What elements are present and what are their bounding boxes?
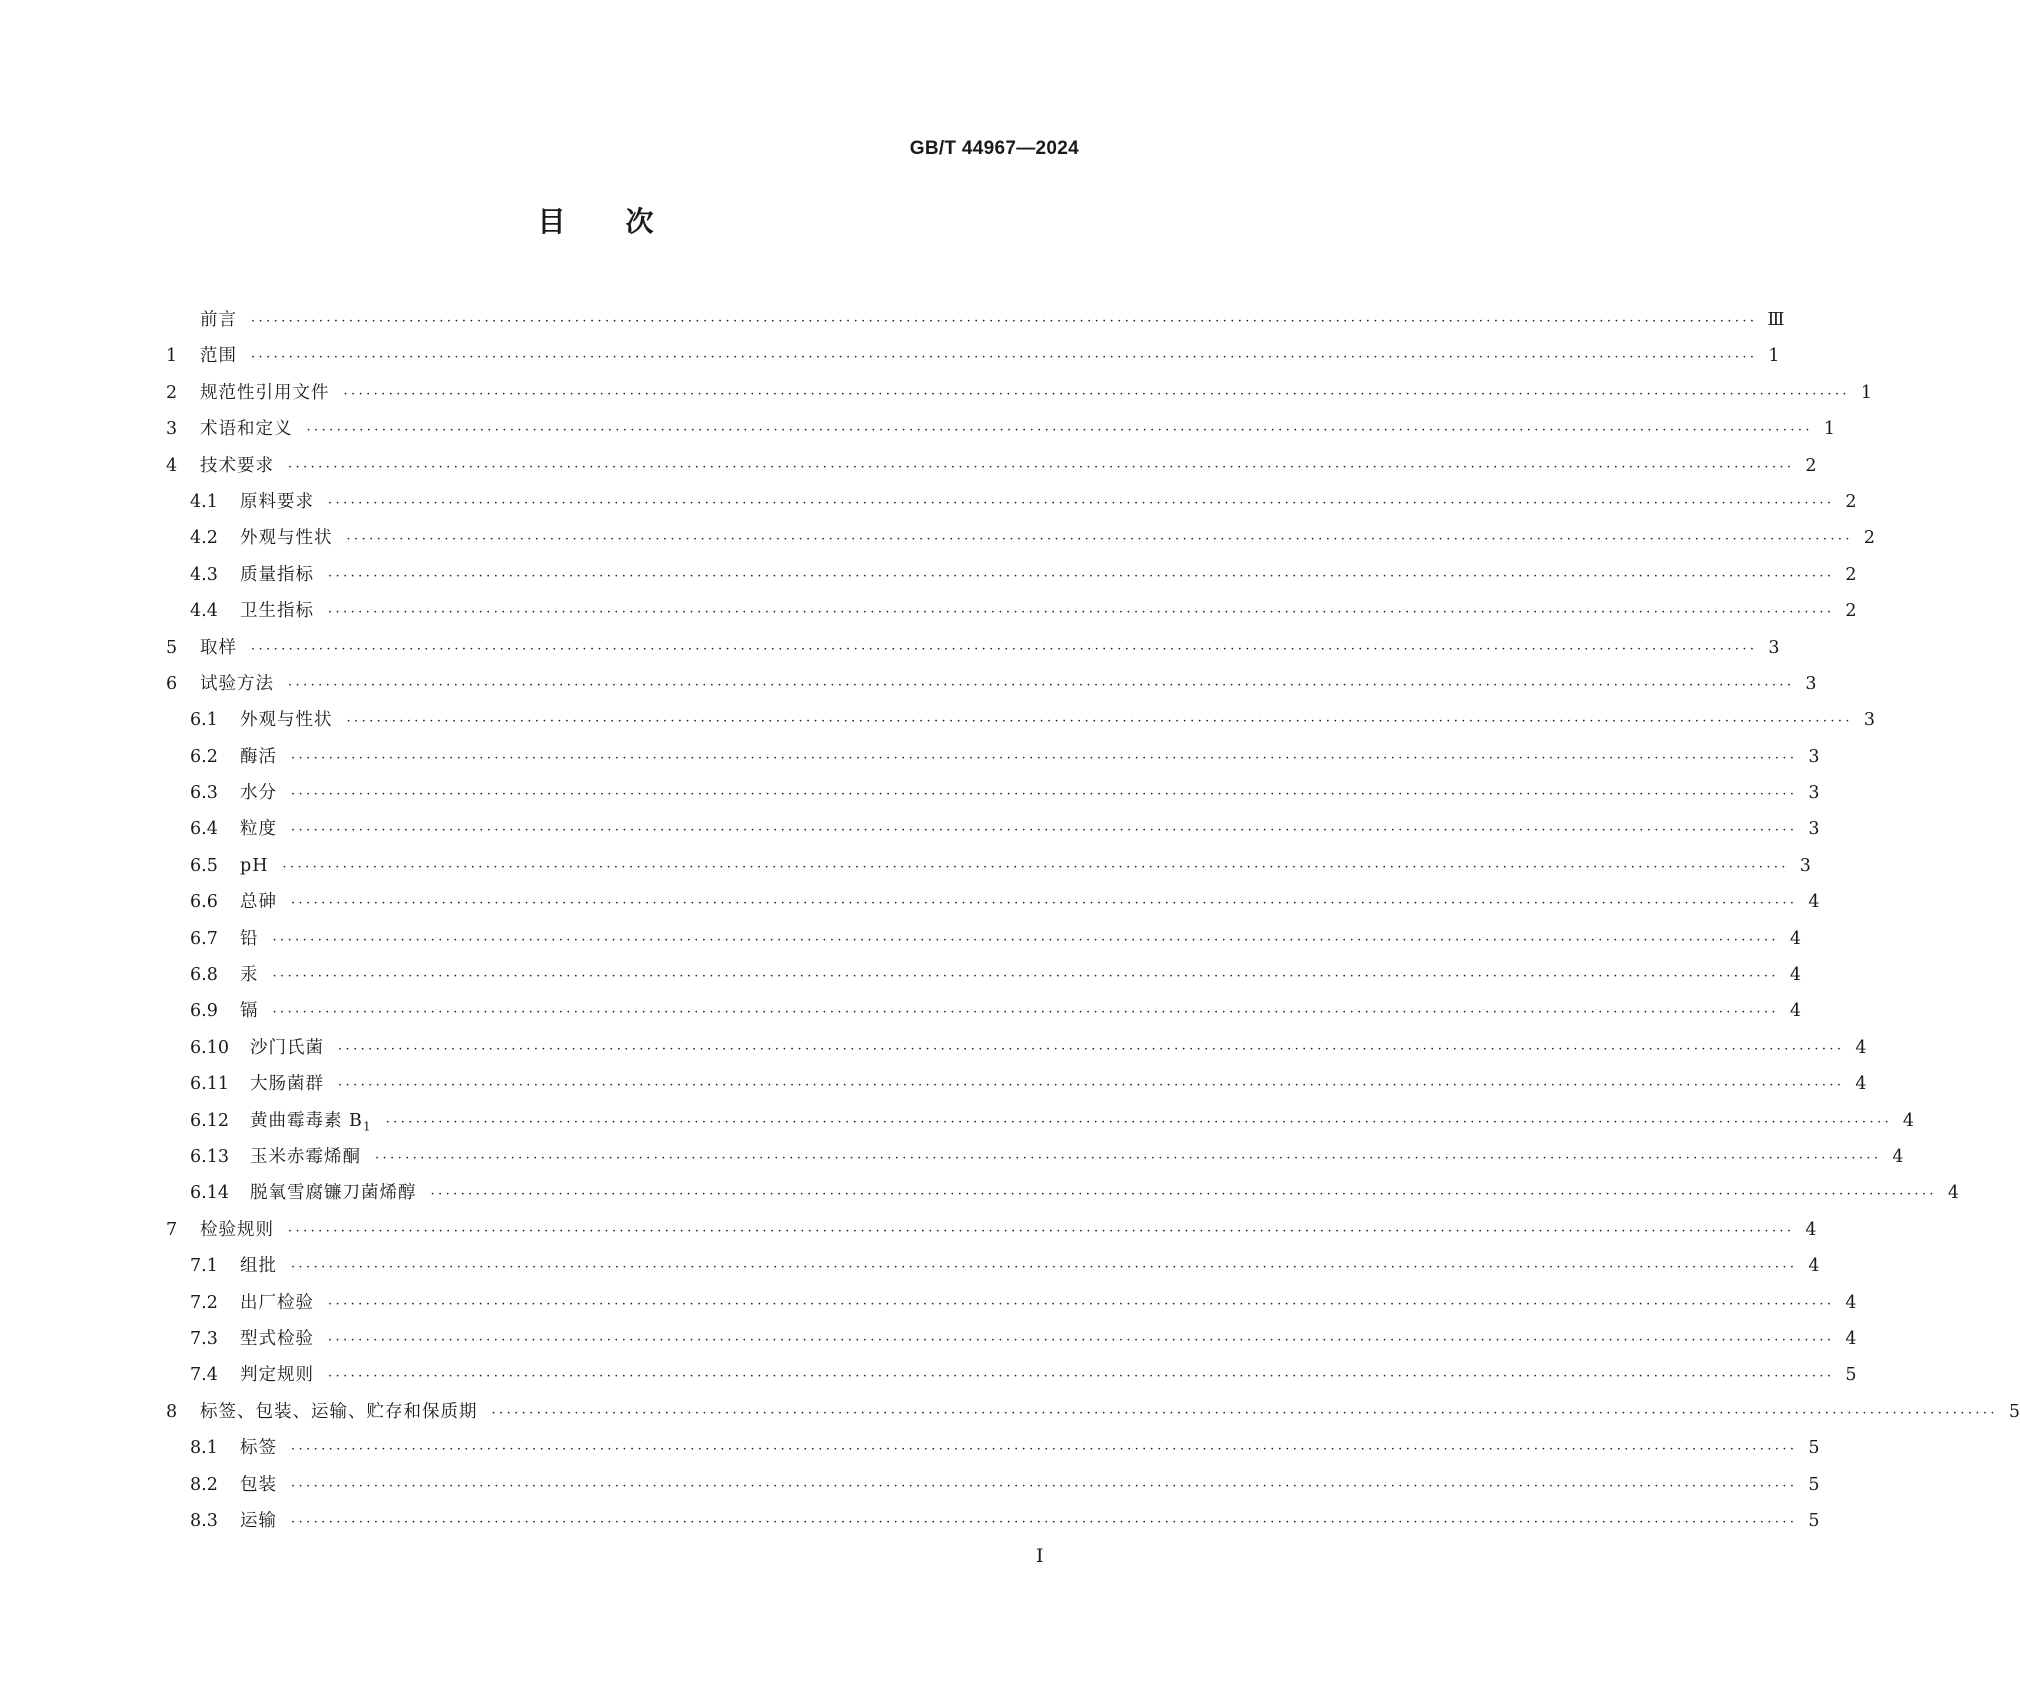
toc-entry-label-text: 运输 [240, 1510, 277, 1531]
toc-entry-label-text: 取样 [200, 637, 237, 658]
toc-entry[interactable] [166, 702, 1875, 738]
toc-entry-label-text: 脱氧雪腐镰刀菌烯醇 [250, 1183, 417, 1204]
toc-entry-label-text: 组批 [240, 1256, 277, 1277]
toc-entry[interactable] [166, 957, 1801, 993]
toc-entry-number: 6.14 [190, 1183, 229, 1204]
toc-entry-page: 3 [1768, 637, 1780, 658]
toc-entry-label [240, 1285, 314, 1321]
toc-entry[interactable] [166, 1430, 1820, 1466]
toc-entry-label [250, 1139, 361, 1175]
toc-entry-page: 4 [1892, 1146, 1904, 1167]
toc-entry-label-text: 卫生指标 [240, 601, 314, 622]
toc-entry[interactable] [166, 1357, 1857, 1393]
toc-dot-leader: ········································································································································································································ [272, 1005, 1779, 1021]
toc-entry[interactable] [166, 1503, 1820, 1539]
toc-entry-label [200, 1212, 274, 1248]
toc-entry-page: 5 [1808, 1510, 1820, 1531]
toc-entry-number: 2 [166, 382, 178, 403]
toc-entry[interactable] [166, 1066, 1867, 1102]
toc-entry-number: 6.7 [190, 928, 218, 949]
toc-entry-label [240, 957, 259, 993]
toc-entry-number: 6.12 [190, 1110, 229, 1131]
toc-entry-page: 1 [1823, 419, 1835, 440]
toc-entry-page: 4 [1789, 928, 1801, 949]
toc-entry-number: 4.4 [190, 601, 218, 622]
toc-entry-label [240, 702, 333, 738]
toc-dot-leader: ········································································································································································································ [338, 1041, 1845, 1057]
toc-entry-page: Ⅲ [1767, 310, 1785, 330]
toc-entry-number: 6.9 [190, 1001, 218, 1022]
toc-entry-number: 8 [166, 1401, 178, 1422]
toc-entry-number: 4.2 [190, 528, 218, 549]
toc-entry-page: 4 [1855, 1074, 1867, 1095]
toc-entry[interactable] [166, 1103, 1915, 1139]
toc-entry-label [240, 1503, 277, 1539]
toc-dot-leader: ········································································································································································································ [385, 1114, 1893, 1130]
toc-entry-number: 6.2 [190, 746, 218, 767]
toc-entry-number: 6.11 [190, 1074, 229, 1095]
toc-entry-page: 4 [1845, 1328, 1857, 1349]
toc-entry-page: 4 [1789, 1001, 1801, 1022]
toc-dot-leader: ········································································································································································································ [328, 1332, 1835, 1348]
toc-entry-label [250, 1066, 324, 1102]
toc-entry-label-text: 规范性引用文件 [200, 382, 330, 403]
toc-entry-label-text: 范围 [200, 346, 237, 367]
toc-entry-label-text: 判定规则 [240, 1365, 314, 1386]
toc-entry-label [250, 1030, 324, 1066]
toc-dot-leader: ········································································································································································································ [288, 1223, 1795, 1239]
toc-dot-leader: ········································································································································································································ [328, 495, 1835, 511]
toc-entry-label-text: 型式检验 [240, 1328, 314, 1349]
toc-entry-label-text: 大肠菌群 [250, 1074, 324, 1095]
toc-entry-label-subscript: 1 [362, 1119, 372, 1134]
toc-entry-page: 4 [1805, 1219, 1817, 1240]
toc-entry-label-text: 术语和定义 [200, 419, 293, 440]
toc-entry-page: 4 [1902, 1110, 1915, 1131]
toc-entry-label [240, 993, 259, 1029]
toc-entry-number: 4.1 [190, 491, 218, 512]
toc-entry-label-text: 原料要求 [240, 491, 314, 512]
toc-dot-leader: ········································································································································································································ [282, 859, 1789, 875]
toc-entry-page: 4 [1855, 1037, 1867, 1058]
toc-dot-leader: ········································································································································································································ [291, 787, 1798, 803]
toc-entry-label [240, 1430, 277, 1466]
toc-dot-leader: ········································································································································································································ [375, 1150, 1882, 1166]
toc-entry-label-text: 质量指标 [240, 564, 314, 585]
toc-entry-label-text: 标签、包装、运输、贮存和保质期 [200, 1401, 478, 1422]
toc-dot-leader: ········································································································································································································ [346, 532, 1853, 548]
page-number: I [1036, 1545, 1044, 1567]
toc-entry-label [250, 1175, 417, 1211]
toc-entry-label-text: 前言 [200, 310, 237, 330]
toc-entry[interactable] [166, 666, 1817, 702]
toc-entry[interactable] [166, 1212, 1817, 1248]
toc-entry-page: 1 [1860, 382, 1872, 403]
toc-entry-label [200, 338, 237, 374]
toc-entry-number: 6 [166, 673, 178, 694]
toc-entry-label [240, 884, 277, 920]
toc-entry-number: 8.2 [190, 1474, 218, 1495]
toc-entry-label [240, 557, 314, 593]
toc-dot-leader: ········································································································································································································ [306, 423, 1813, 439]
toc-entry-number: 1 [166, 346, 178, 367]
toc-entry-page: 3 [1808, 819, 1820, 840]
toc-entry-label-text: 酶活 [240, 746, 277, 767]
toc-entry-label [240, 921, 259, 957]
toc-entry-label [200, 1394, 478, 1430]
toc-entry-label [240, 1467, 277, 1503]
toc-entry[interactable] [166, 338, 1780, 374]
toc-entry-label [240, 739, 277, 775]
toc-entry-page: 4 [1845, 1292, 1857, 1313]
toc-entry[interactable] [166, 484, 1857, 520]
toc-entry-label [240, 593, 314, 629]
toc-dot-leader: ········································································································································································································ [291, 896, 1798, 912]
toc-entry[interactable] [166, 593, 1857, 629]
toc-entry-number: 6.10 [190, 1037, 229, 1058]
toc-entry-number: 6.4 [190, 819, 218, 840]
page-title: 目次 [537, 205, 714, 238]
toc-entry[interactable] [166, 1175, 1959, 1211]
toc-entry-page: 5 [1808, 1474, 1820, 1495]
toc-entry-label [200, 630, 237, 666]
toc-entry-label-text: 沙门氏菌 [250, 1037, 324, 1058]
toc-entry-label [200, 302, 237, 338]
toc-entry-page: 4 [1808, 1256, 1820, 1277]
toc-entry-label-text: pH [240, 855, 269, 876]
toc-entry[interactable] [166, 1139, 1904, 1175]
toc-entry-label [240, 1357, 314, 1393]
toc-entry-number: 7.3 [190, 1328, 218, 1349]
toc-dot-leader: ········································································································································································································ [288, 677, 1795, 693]
table-of-contents [166, 302, 2020, 1539]
toc-entry-label-text: 试验方法 [200, 673, 274, 694]
toc-entry[interactable] [166, 1394, 2020, 1430]
toc-entry-label-text: 技术要求 [200, 455, 274, 476]
toc-entry-page: 5 [2008, 1401, 2020, 1422]
toc-entry-page: 5 [1808, 1438, 1820, 1459]
toc-entry-label [240, 1248, 277, 1284]
standard-number: GB/T 44967—2024 [909, 138, 1079, 159]
toc-entry[interactable] [166, 411, 1835, 447]
toc-entry[interactable] [166, 302, 1785, 338]
toc-dot-leader: ········································································································································································································ [491, 1405, 1998, 1421]
toc-entry-page: 5 [1845, 1365, 1857, 1386]
toc-entry-label-text: 包装 [240, 1474, 277, 1495]
toc-dot-leader: ········································································································································································································ [272, 932, 1779, 948]
toc-dot-leader: ········································································································································································································ [291, 823, 1798, 839]
toc-entry-label [240, 775, 277, 811]
toc-dot-leader: ········································································································································································································ [291, 1260, 1798, 1276]
toc-entry[interactable] [166, 775, 1820, 811]
toc-entry-number: 3 [166, 419, 178, 440]
toc-entry-number: 5 [166, 637, 178, 658]
toc-entry-label [240, 811, 277, 847]
toc-entry-page: 2 [1845, 564, 1857, 585]
toc-entry-number: 6.1 [190, 710, 218, 731]
toc-entry-number: 4 [166, 455, 178, 476]
toc-dot-leader: ········································································································································································································ [251, 350, 1758, 366]
toc-entry-label [240, 484, 314, 520]
toc-dot-leader: ········································································································································································································ [328, 568, 1835, 584]
toc-dot-leader: ········································································································································································································ [430, 1187, 1937, 1203]
toc-entry-number: 7.2 [190, 1292, 218, 1313]
toc-dot-leader: ········································································································································································································ [251, 641, 1758, 657]
toc-entry-page: 1 [1768, 346, 1780, 367]
toc-dot-leader: ········································································································································································································ [346, 714, 1853, 730]
toc-entry-label-text: 玉米赤霉烯酮 [250, 1146, 361, 1167]
toc-dot-leader: ········································································································································································································ [328, 1369, 1835, 1385]
toc-entry-page: 2 [1863, 528, 1875, 549]
toc-entry-page: 3 [1805, 673, 1817, 694]
toc-entry[interactable] [166, 848, 1811, 884]
toc-entry[interactable] [166, 448, 1817, 484]
toc-entry-number: 6.5 [190, 855, 218, 876]
toc-entry-label-text: 外观与性状 [240, 710, 333, 731]
toc-entry-number: 6.3 [190, 783, 218, 804]
toc-dot-leader: ········································································································································································································ [251, 314, 1758, 329]
toc-entry[interactable] [166, 1321, 1857, 1357]
toc-dot-leader: ········································································································································································································ [291, 1478, 1798, 1494]
toc-entry-label-text: 粒度 [240, 819, 277, 840]
toc-entry-number: 6.6 [190, 892, 218, 913]
toc-entry-label-text: 标签 [240, 1438, 277, 1459]
toc-entry-label-text: 汞 [240, 965, 259, 986]
toc-dot-leader: ········································································································································································································ [288, 459, 1795, 475]
toc-entry-page: 4 [1947, 1183, 1959, 1204]
toc-entry-label [200, 448, 274, 484]
toc-entry[interactable] [166, 739, 1820, 775]
toc-entry-number: 7.4 [190, 1365, 218, 1386]
toc-entry[interactable] [166, 921, 1801, 957]
toc-dot-leader: ········································································································································································································ [291, 750, 1798, 766]
toc-entry[interactable] [166, 630, 1780, 666]
toc-entry-label-text: 出厂检验 [240, 1292, 314, 1313]
toc-entry-number: 7 [166, 1219, 178, 1240]
toc-entry[interactable] [166, 520, 1875, 556]
toc-entry-label [200, 411, 293, 447]
toc-entry-label [240, 1321, 314, 1357]
toc-entry[interactable] [166, 1030, 1867, 1066]
toc-entry-page: 4 [1789, 965, 1801, 986]
toc-entry-page: 4 [1808, 892, 1820, 913]
toc-entry-page: 2 [1845, 491, 1857, 512]
toc-entry-number: 8.3 [190, 1510, 218, 1531]
toc-entry[interactable] [166, 375, 1872, 411]
toc-entry-label-text: 水分 [240, 783, 277, 804]
toc-entry-number: 7.1 [190, 1256, 218, 1277]
toc-entry[interactable] [166, 1248, 1820, 1284]
toc-dot-leader: ········································································································································································································ [291, 1514, 1798, 1530]
toc-dot-leader: ········································································································································································································ [272, 969, 1779, 985]
toc-entry-label [200, 375, 330, 411]
toc-entry-number: 4.3 [190, 564, 218, 585]
toc-entry[interactable] [166, 1285, 1857, 1321]
toc-entry-page: 3 [1799, 855, 1811, 876]
toc-dot-leader: ········································································································································································································ [343, 386, 1850, 402]
toc-entry[interactable] [166, 557, 1857, 593]
toc-dot-leader: ········································································································································································································ [328, 1296, 1835, 1312]
toc-entry-label-text: 铅 [240, 928, 259, 949]
toc-entry-label-text: 总砷 [240, 892, 277, 913]
toc-entry[interactable] [166, 884, 1820, 920]
toc-entry-label [200, 666, 274, 702]
toc-entry[interactable] [166, 1467, 1820, 1503]
toc-entry-label [240, 520, 333, 556]
toc-entry-page: 3 [1808, 746, 1820, 767]
toc-entry-number: 6.13 [190, 1146, 229, 1167]
toc-entry-label-text: 外观与性状 [240, 528, 333, 549]
toc-dot-leader: ········································································································································································································ [338, 1078, 1845, 1094]
toc-entry-label [240, 848, 268, 884]
toc-entry-page: 3 [1808, 783, 1820, 804]
toc-entry-label-text: 镉 [240, 1001, 259, 1022]
toc-entry-page: 3 [1863, 710, 1875, 731]
toc-entry[interactable] [166, 811, 1820, 847]
toc-entry-label-text: 检验规则 [200, 1219, 274, 1240]
toc-dot-leader: ········································································································································································································ [328, 605, 1835, 621]
toc-entry-page: 2 [1845, 601, 1857, 622]
toc-entry-label-text: 黄曲霉毒素 B [250, 1110, 363, 1131]
toc-entry-number: 6.8 [190, 965, 218, 986]
toc-entry[interactable] [166, 993, 1801, 1029]
toc-entry-page: 2 [1805, 455, 1817, 476]
toc-dot-leader: ········································································································································································································ [291, 1442, 1798, 1458]
toc-entry-number: 8.1 [190, 1438, 218, 1459]
